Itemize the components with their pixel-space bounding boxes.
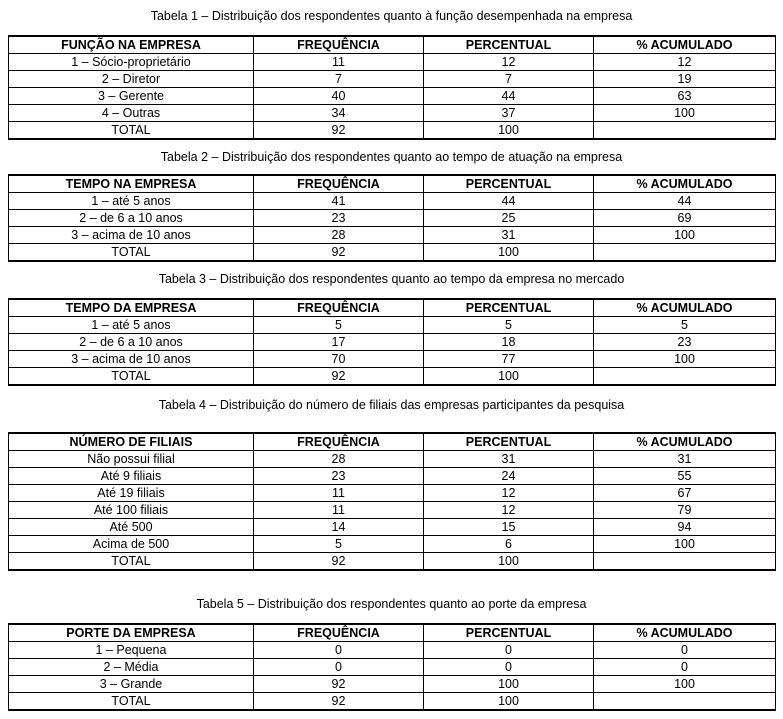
table-cell <box>594 244 776 262</box>
data-table <box>8 35 776 140</box>
column-header: PERCENTUAL <box>424 175 594 193</box>
table-cell: 25 <box>424 210 594 227</box>
column-header: FREQUÊNCIA <box>254 433 424 451</box>
table-cell: 100 <box>594 105 776 122</box>
table-cell: 3 – acima de 10 anos <box>9 227 254 244</box>
table-cell: 5 <box>594 317 776 334</box>
table-cell: 92 <box>254 122 424 140</box>
table-cell: 15 <box>424 519 594 536</box>
table-cell: 1 – até 5 anos <box>9 317 254 334</box>
total-row <box>9 553 776 571</box>
data-table <box>8 298 776 386</box>
table-cell: 41 <box>254 193 424 210</box>
column-header: % ACUMULADO <box>594 175 776 193</box>
column-header: PERCENTUAL <box>424 36 594 54</box>
table-cell: 37 <box>424 105 594 122</box>
table-cell: 6 <box>424 536 594 553</box>
table-cell <box>594 553 776 571</box>
table-cell: 12 <box>594 54 776 71</box>
table-row <box>9 676 776 693</box>
table-cell: 11 <box>254 54 424 71</box>
header-row <box>9 624 776 642</box>
data-table <box>8 623 776 711</box>
table-row <box>9 334 776 351</box>
column-header: FREQUÊNCIA <box>254 299 424 317</box>
column-header: FREQUÊNCIA <box>254 624 424 642</box>
table-row <box>9 659 776 676</box>
table-cell: 0 <box>594 642 776 659</box>
table-cell <box>594 693 776 711</box>
column-header: % ACUMULADO <box>594 624 776 642</box>
header-row <box>9 175 776 193</box>
table-cell: 55 <box>594 468 776 485</box>
column-header: PERCENTUAL <box>424 624 594 642</box>
table-cell: 12 <box>424 54 594 71</box>
table-cell: 2 – Média <box>9 659 254 676</box>
column-header: FREQUÊNCIA <box>254 36 424 54</box>
table-cell: 67 <box>594 485 776 502</box>
table-cell: 3 – acima de 10 anos <box>9 351 254 368</box>
table-cell: 100 <box>424 122 594 140</box>
table-cell: 28 <box>254 227 424 244</box>
table-cell: 92 <box>254 676 424 693</box>
table-row <box>9 536 776 553</box>
table-row <box>9 193 776 210</box>
table-cell: 77 <box>424 351 594 368</box>
table-cell: 7 <box>424 71 594 88</box>
table-cell: 31 <box>594 451 776 468</box>
table-cell: 3 – Grande <box>9 676 254 693</box>
column-header: FREQUÊNCIA <box>254 175 424 193</box>
total-row <box>9 122 776 140</box>
table-cell: 2 – Diretor <box>9 71 254 88</box>
table-cell: 100 <box>594 536 776 553</box>
table-cell: 44 <box>594 193 776 210</box>
table-cell: 92 <box>254 244 424 262</box>
table-caption: Tabela 2 – Distribuição dos respondentes quanto ao tempo de atuação na empresa <box>160 150 623 164</box>
table-row <box>9 105 776 122</box>
header-row <box>9 299 776 317</box>
header-row <box>9 433 776 451</box>
table-cell: Acima de 500 <box>9 536 254 553</box>
table-cell: 19 <box>594 71 776 88</box>
table-cell: 23 <box>254 468 424 485</box>
table-cell: 5 <box>254 536 424 553</box>
column-header: PERCENTUAL <box>424 299 594 317</box>
table-cell: 0 <box>424 642 594 659</box>
table-cell: TOTAL <box>9 693 254 711</box>
table-cell <box>594 122 776 140</box>
table-cell: 70 <box>254 351 424 368</box>
table-cell: 100 <box>594 351 776 368</box>
table-cell: TOTAL <box>9 553 254 571</box>
table-cell: 100 <box>424 368 594 386</box>
table-cell: 100 <box>594 676 776 693</box>
table-cell: 5 <box>424 317 594 334</box>
column-header: TEMPO DA EMPRESA <box>9 299 254 317</box>
table-cell: 17 <box>254 334 424 351</box>
table-cell: Não possui filial <box>9 451 254 468</box>
table-caption: Tabela 1 – Distribuição dos respondentes quanto à função desempenhada na empresa <box>150 9 633 23</box>
table-cell: 1 – Sócio-proprietário <box>9 54 254 71</box>
table-cell: 3 – Gerente <box>9 88 254 105</box>
table-cell: 2 – de 6 a 10 anos <box>9 334 254 351</box>
table-cell: 2 – de 6 a 10 anos <box>9 210 254 227</box>
table-cell: 0 <box>424 659 594 676</box>
table-cell: TOTAL <box>9 122 254 140</box>
table-cell: 100 <box>424 553 594 571</box>
table-row <box>9 468 776 485</box>
table-cell: 31 <box>424 227 594 244</box>
table-caption: Tabela 3 – Distribuição dos respondentes quanto ao tempo da empresa no mercado <box>158 272 625 286</box>
table-row <box>9 88 776 105</box>
table-cell: 0 <box>254 659 424 676</box>
table-cell: Até 19 filiais <box>9 485 254 502</box>
table-cell: 100 <box>424 676 594 693</box>
table-cell: 0 <box>594 659 776 676</box>
column-header: % ACUMULADO <box>594 433 776 451</box>
table-row <box>9 485 776 502</box>
total-row <box>9 693 776 711</box>
table-cell: 28 <box>254 451 424 468</box>
table-cell: 7 <box>254 71 424 88</box>
table-cell: 11 <box>254 502 424 519</box>
table-cell: 1 – Pequena <box>9 642 254 659</box>
table-row <box>9 451 776 468</box>
table-row <box>9 642 776 659</box>
table-cell: 92 <box>254 693 424 711</box>
table-cell: 5 <box>254 317 424 334</box>
column-header: % ACUMULADO <box>594 299 776 317</box>
table-cell: 92 <box>254 553 424 571</box>
table-cell: TOTAL <box>9 368 254 386</box>
table-cell: 11 <box>254 485 424 502</box>
total-row <box>9 244 776 262</box>
table-row <box>9 210 776 227</box>
column-header: PORTE DA EMPRESA <box>9 624 254 642</box>
table-cell: 18 <box>424 334 594 351</box>
table-caption: Tabela 4 – Distribuição do número de filiais das empresas participantes da pesquisa <box>158 398 625 412</box>
table-cell: 44 <box>424 193 594 210</box>
table-cell: 34 <box>254 105 424 122</box>
table-cell <box>594 368 776 386</box>
table-cell: 12 <box>424 502 594 519</box>
table-cell: 1 – até 5 anos <box>9 193 254 210</box>
table-row <box>9 54 776 71</box>
table-cell: 100 <box>424 693 594 711</box>
table-cell: 14 <box>254 519 424 536</box>
table-cell: 24 <box>424 468 594 485</box>
table-row <box>9 502 776 519</box>
table-cell: 100 <box>594 227 776 244</box>
table-cell: 23 <box>594 334 776 351</box>
table-cell: 44 <box>424 88 594 105</box>
data-table <box>8 174 776 262</box>
table-row <box>9 519 776 536</box>
table-cell: 92 <box>254 368 424 386</box>
table-cell: 12 <box>424 485 594 502</box>
column-header: PERCENTUAL <box>424 433 594 451</box>
table-cell: Até 100 filiais <box>9 502 254 519</box>
table-row <box>9 227 776 244</box>
table-cell: Até 9 filiais <box>9 468 254 485</box>
column-header: NÚMERO DE FILIAIS <box>9 433 254 451</box>
table-row <box>9 71 776 88</box>
column-header: TEMPO NA EMPRESA <box>9 175 254 193</box>
table-cell: 23 <box>254 210 424 227</box>
table-cell: Até 500 <box>9 519 254 536</box>
table-cell: 31 <box>424 451 594 468</box>
table-cell: 79 <box>594 502 776 519</box>
table-cell: TOTAL <box>9 244 254 262</box>
table-cell: 4 – Outras <box>9 105 254 122</box>
column-header: % ACUMULADO <box>594 36 776 54</box>
header-row <box>9 36 776 54</box>
table-cell: 69 <box>594 210 776 227</box>
table-cell: 63 <box>594 88 776 105</box>
table-cell: 100 <box>424 244 594 262</box>
table-cell: 94 <box>594 519 776 536</box>
data-table <box>8 432 776 571</box>
table-caption: Tabela 5 – Distribuição dos respondentes quanto ao porte da empresa <box>196 597 587 611</box>
table-row <box>9 351 776 368</box>
table-cell: 40 <box>254 88 424 105</box>
total-row <box>9 368 776 386</box>
table-row <box>9 317 776 334</box>
table-cell: 0 <box>254 642 424 659</box>
column-header: FUNÇÃO NA EMPRESA <box>9 36 254 54</box>
